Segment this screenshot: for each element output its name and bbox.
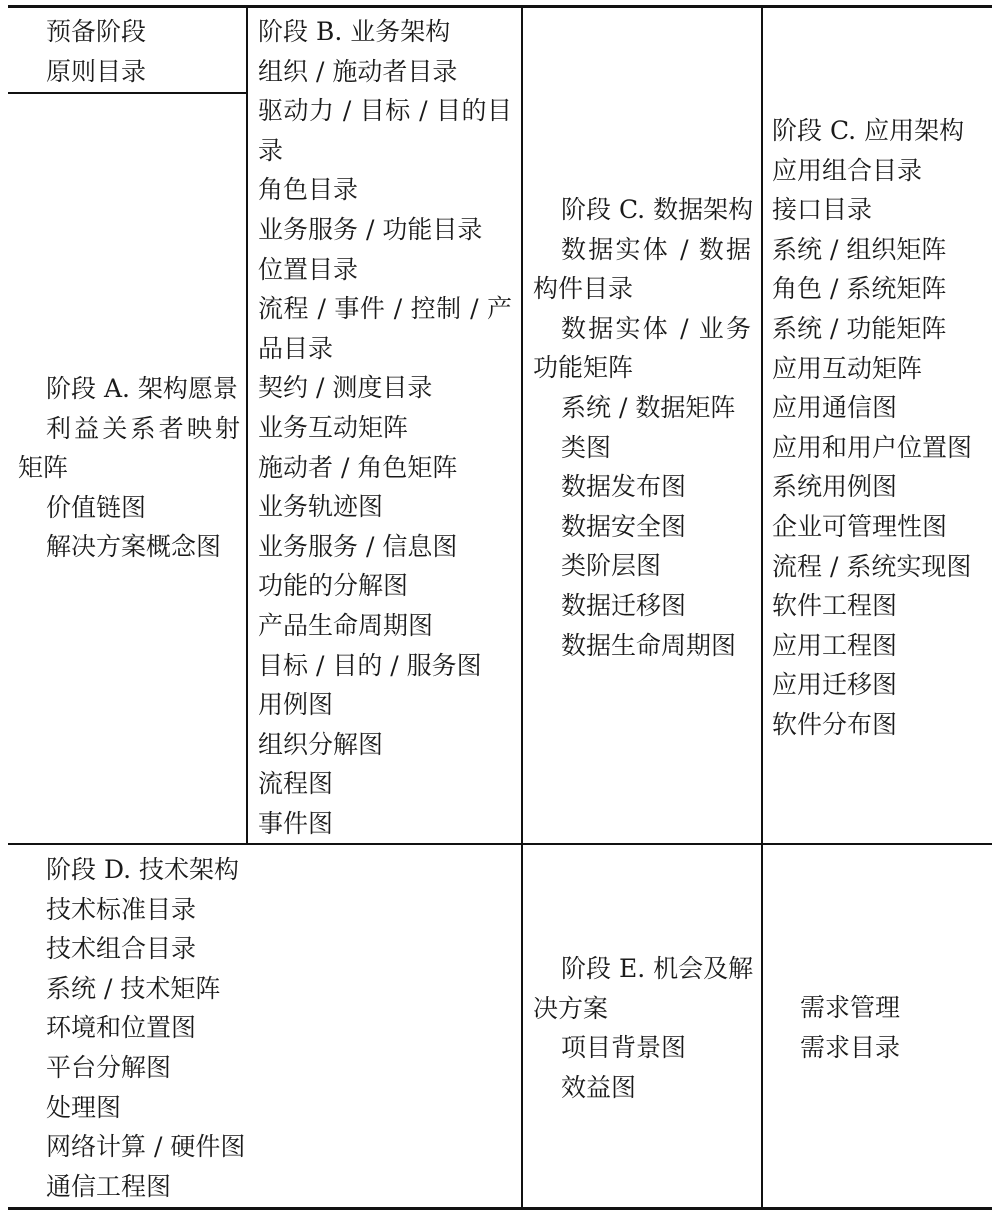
cell-phase-c-app — [772, 111, 994, 745]
phase-c-app-item-3: 角色 / 系统矩阵 — [772, 274, 947, 304]
phase-c-app-item-4: 系统 / 功能矩阵 — [772, 313, 947, 343]
phase-c-data-item-4: 类阶层图 — [561, 551, 662, 581]
phase-d-item-4: 平台分解图 — [46, 1052, 172, 1082]
phase-d-heading: 阶段 D. 技术架构 — [46, 855, 239, 884]
phase-d-item-7: 通信工程图 — [46, 1171, 172, 1201]
phase-c-data-item-6: 数据生命周期图 — [561, 630, 737, 660]
column-divider-2 — [521, 7, 523, 1208]
phase-c-app-item-1: 接口目录 — [772, 195, 873, 225]
phase-e-item-0: 项目背景图 — [561, 1033, 687, 1063]
phase-b-item-driver-cont: 录 — [258, 135, 284, 165]
phase-b-item-0: 契约 / 测度目录 — [258, 373, 433, 403]
phase-b-item-8: 用例图 — [258, 690, 334, 720]
cell-phase-e — [533, 949, 753, 1107]
phase-d-item-6: 网络计算 / 硬件图 — [46, 1132, 246, 1162]
phase-a-item-1: 解决方案概念图 — [46, 532, 222, 562]
phase-c-data-item-2: 数据发布图 — [561, 472, 687, 502]
phase-a-item-stakeholder-cont: 矩阵 — [18, 453, 69, 483]
phase-c-data-item-entity-cont: 构件目录 — [533, 274, 634, 304]
cell-phase-b — [258, 12, 512, 843]
phase-c-data-item-function-cont: 功能矩阵 — [533, 353, 634, 383]
phase-d-item-1: 技术组合目录 — [46, 934, 197, 964]
phase-c-app-item-2: 系统 / 组织矩阵 — [772, 234, 947, 264]
phase-c-app-item-6: 应用通信图 — [772, 393, 898, 423]
phase-c-data-item-function: 数据实体 / 业务 — [561, 313, 751, 343]
phase-b-item-process-cont: 品目录 — [258, 333, 334, 363]
phase-c-app-item-12: 应用工程图 — [772, 630, 898, 660]
phase-b-item-driver: 驱动力 / 目标 / 目的目 — [258, 96, 512, 126]
phase-c-data-item-0: 系统 / 数据矩阵 — [561, 392, 736, 422]
preliminary-item-0: 原则目录 — [46, 56, 147, 86]
phase-b-item-1: 业务互动矩阵 — [258, 412, 409, 442]
phase-d-item-5: 处理图 — [46, 1092, 122, 1122]
table-top-rule — [8, 5, 992, 8]
phase-b-item-9: 组织分解图 — [258, 729, 384, 759]
phase-b-item-3: 业务轨迹图 — [258, 492, 384, 522]
phase-c-app-item-7: 应用和用户位置图 — [772, 432, 973, 462]
phase-b-item-service: 业务服务 / 功能目录 — [258, 214, 483, 244]
phase-a-item-stakeholder: 利益关系者映射 — [46, 413, 240, 443]
phase-b-item-org: 组织 / 施动者目录 — [258, 56, 458, 86]
phase-c-app-item-11: 软件工程图 — [772, 591, 898, 621]
column-divider-1 — [246, 7, 248, 844]
phase-c-data-item-1: 类图 — [561, 432, 612, 462]
cell-phase-d — [18, 850, 498, 1206]
phase-a-item-0: 价值链图 — [46, 492, 147, 522]
prelim-divider — [8, 92, 246, 94]
phase-e-heading-cont: 决方案 — [533, 993, 609, 1023]
cell-phase-c-data — [533, 190, 754, 665]
phase-e-item-1: 效益图 — [561, 1072, 637, 1102]
phase-b-heading: 阶段 B. 业务架构 — [258, 17, 451, 46]
phase-c-data-heading: 阶段 C. 数据架构 — [561, 195, 754, 224]
phase-c-app-item-9: 企业可管理性图 — [772, 511, 948, 541]
phase-b-item-location: 位置目录 — [258, 254, 359, 284]
phase-c-app-heading: 阶段 C. 应用架构 — [772, 116, 965, 145]
phase-b-item-4: 业务服务 / 信息图 — [258, 531, 458, 561]
phase-b-item-7: 目标 / 目的 / 服务图 — [258, 650, 482, 680]
phase-c-data-item-5: 数据迁移图 — [561, 590, 687, 620]
phase-c-app-item-13: 应用迁移图 — [772, 670, 898, 700]
preliminary-heading: 预备阶段 — [46, 17, 147, 46]
cell-phase-a — [18, 369, 240, 567]
phase-c-data-item-entity: 数据实体 / 数据 — [561, 234, 751, 264]
phase-e-heading: 阶段 E. 机会及解 — [561, 954, 754, 983]
phase-b-item-role: 角色目录 — [258, 175, 359, 205]
phase-d-item-0: 技术标准目录 — [46, 894, 197, 924]
phase-b-item-6: 产品生命周期图 — [258, 610, 434, 640]
cell-requirements — [772, 988, 992, 1067]
phase-c-data-item-3: 数据安全图 — [561, 511, 687, 541]
phase-b-item-2: 施动者 / 角色矩阵 — [258, 452, 458, 482]
phase-b-item-10: 流程图 — [258, 769, 334, 799]
phase-c-app-item-5: 应用互动矩阵 — [772, 353, 923, 383]
requirements-heading: 需求管理 — [800, 993, 901, 1022]
phase-b-item-11: 事件图 — [258, 808, 334, 838]
phase-c-app-item-8: 系统用例图 — [772, 472, 898, 502]
requirements-item-0: 需求目录 — [800, 1032, 901, 1062]
phase-c-app-item-0: 应用组合目录 — [772, 155, 923, 185]
phase-b-item-process: 流程 / 事件 / 控制 / 产 — [258, 294, 512, 324]
phase-d-item-2: 系统 / 技术矩阵 — [46, 973, 221, 1003]
table-bottom-rule — [8, 1207, 992, 1210]
phase-d-item-3: 环境和位置图 — [46, 1013, 197, 1043]
phase-a-heading: 阶段 A. 架构愿景 — [46, 374, 238, 403]
cell-preliminary — [18, 12, 244, 91]
phase-c-app-item-14: 软件分布图 — [772, 709, 898, 739]
phase-b-item-5: 功能的分解图 — [258, 571, 409, 601]
phase-c-app-item-10: 流程 / 系统实现图 — [772, 551, 972, 581]
column-divider-3 — [761, 7, 763, 1208]
